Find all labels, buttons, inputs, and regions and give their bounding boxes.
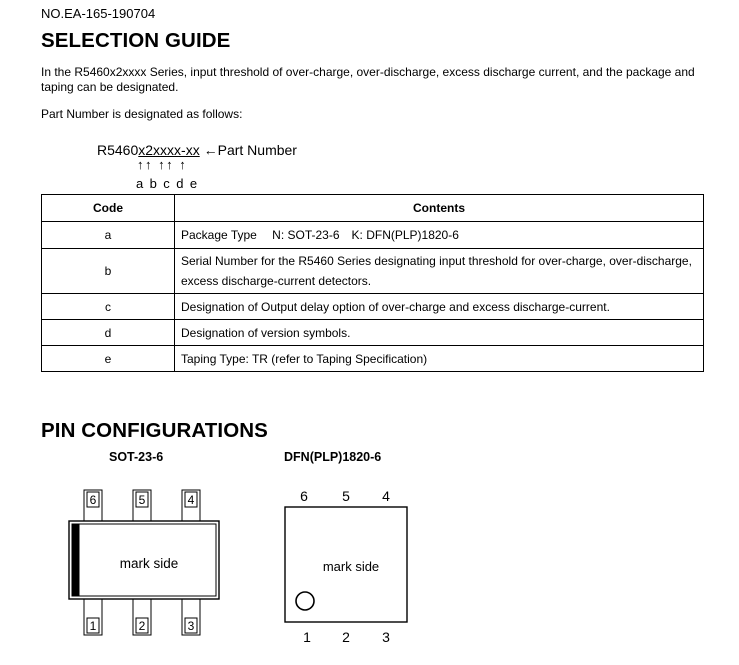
row-code: a <box>42 222 175 249</box>
row-contents: Designation of version symbols. <box>175 320 704 346</box>
section-title-pin-configurations: PIN CONFIGURATIONS <box>41 419 268 442</box>
dfn-pin1-marker <box>296 592 314 610</box>
dfn-pin-label: 1 <box>303 629 311 645</box>
dfn-mark-side: mark side <box>322 559 380 574</box>
section-title-selection-guide: SELECTION GUIDE <box>41 29 231 52</box>
row-contents: Serial Number for the R5460 Series designating input threshold for over-charge, over-discharge, excess discharge-current detectors. <box>175 249 704 294</box>
dfn-pin-label: 2 <box>342 629 350 645</box>
row-contents: Taping Type: TR (refer to Taping Specification) <box>175 346 704 372</box>
dfn-pin-label: 5 <box>342 488 350 504</box>
sot-pin-label: 3 <box>187 619 195 633</box>
dfn-pin-label: 4 <box>382 488 390 504</box>
row-code: e <box>42 346 175 372</box>
doc-number: NO.EA-165-190704 <box>41 6 156 21</box>
code-letters: a b c d e <box>136 176 199 191</box>
sot-pin-label: 4 <box>187 493 195 507</box>
row-code: d <box>42 320 175 346</box>
sot-mark-side: mark side <box>119 556 179 571</box>
sot-pin-label: 5 <box>138 493 146 507</box>
part-number-variable: x2xxxx-xx <box>138 142 200 158</box>
sot-pin-label: 1 <box>89 619 97 633</box>
intro-paragraph: In the R5460x2xxxx Series, input threshold of over-charge, over-discharge, excess discharge current, and the package and taping can be designated. <box>41 65 695 94</box>
sot-package-title: SOT-23-6 <box>109 450 164 464</box>
dfn-package-title: DFN(PLP)1820-6 <box>284 450 382 464</box>
dfn-pin-label: 3 <box>382 629 390 645</box>
designation-intro: Part Number is designated as follows: <box>41 107 243 121</box>
row-code: c <box>42 294 175 320</box>
part-number-label: ←Part Number <box>203 142 297 158</box>
dfn-pin-label: 6 <box>300 488 308 504</box>
sot-pin1-band <box>72 524 79 596</box>
row-contents: Designation of Output delay option of over-charge and excess discharge-current. <box>175 294 704 320</box>
row-contents: Package Type N: SOT-23-6 K: DFN(PLP)1820-6 <box>175 222 704 249</box>
header-contents: Contents <box>175 195 704 222</box>
code-arrows: ↑↑ ↑↑ ↑ <box>137 157 188 172</box>
part-number-prefix: R5460 <box>97 142 139 158</box>
sot-pin-label: 2 <box>138 619 146 633</box>
header-code: Code <box>42 195 175 222</box>
row-code: b <box>42 249 175 294</box>
sot-pin-label: 6 <box>89 493 97 507</box>
